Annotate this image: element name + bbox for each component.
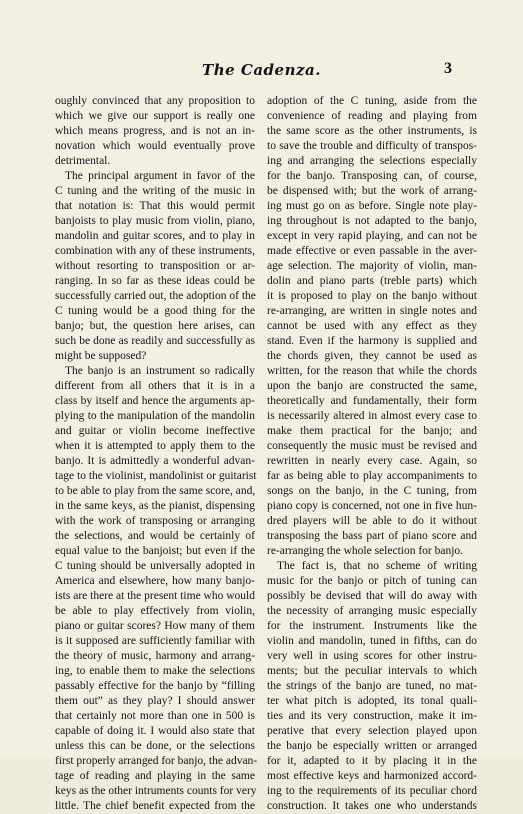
text-line: keys as the other intruments counts for very: [55, 785, 257, 797]
text-line: ing, to enable them to make the selections: [55, 665, 255, 677]
text-line: the necessity of arranging music especially: [267, 605, 477, 617]
text-line: The banjo is an instrument so radically: [65, 365, 255, 377]
text-line: be able to play effectively from violin,: [55, 605, 255, 617]
text-line: ists are there at the present time who would: [55, 590, 255, 602]
text-line: first properly arranged for banjo, the advan-: [55, 755, 258, 767]
text-line: passably effective for the banjo by “filling: [55, 680, 255, 692]
text-line: in the same keys, as the pianist, dispensing: [55, 500, 255, 512]
text-line: music for the banjo or pitch of tuning can: [267, 575, 477, 587]
text-line: to be able to play from the same score, and,: [55, 485, 256, 497]
text-line: songs on the banjo, in the C tuning, from: [267, 485, 477, 497]
text-line: very well in using scores for other instru-: [267, 650, 477, 662]
text-line: most effective keys and harmonized accord-: [267, 770, 477, 782]
text-line: ments; but the peculiar intervals to which: [267, 665, 477, 677]
text-line: mandolin and guitar scores, and to play in: [55, 230, 255, 242]
text-line: be dispensed with; but the work of arrang-: [267, 185, 477, 197]
text-line: novation which would eventually prove: [55, 140, 255, 152]
text-line: possibly be devised that will do away with: [267, 590, 477, 602]
text-line: C tuning and the writing of the music in: [55, 185, 255, 197]
text-line: equal value to the banjoist; but even if the: [55, 545, 255, 557]
text-line: and guitar or violin become ineffective: [55, 425, 255, 437]
text-line: class by itself and hence the arguments ap-: [55, 395, 255, 407]
text-line: little. The chief benefit expected from the: [55, 800, 255, 812]
text-line: without resorting to transposition or ar-: [55, 260, 255, 272]
text-line: C tuning should be universally adopted in: [55, 560, 255, 572]
text-line: combination with any of these instruments,: [55, 245, 255, 257]
text-line: re-arranging the whole selection for banjo.: [267, 545, 464, 557]
text-line: piano copy is concerned, not one in five hun-: [267, 500, 477, 512]
text-line: made effective or even passable in the aver-: [267, 245, 477, 257]
text-line: capable of doing it. I would also state that: [55, 725, 255, 737]
text-line: stand. Even if the harmony is supplied and: [267, 335, 477, 347]
text-line: C tuning would be a good thing for the: [55, 305, 255, 317]
text-line: the selections, and would be certainly of: [55, 530, 255, 542]
text-line: ranging. In so far as these ideas could be: [55, 275, 255, 287]
text-line: far as being able to play accompaniments to: [267, 470, 477, 482]
text-line: for it, adapted to it by placing it in the: [267, 755, 477, 767]
text-line: dolin and piano parts (treble parts) which: [267, 275, 477, 287]
text-line: them out” as they play? I should answer: [55, 695, 255, 707]
text-line: ing must go on as before. Single note play-: [267, 200, 477, 212]
text-line: ing and arranging the selections especially: [267, 155, 477, 167]
text-line: the same score as the other instruments, is: [267, 125, 477, 137]
text-line: tage of reading and playing in the same: [55, 770, 255, 782]
text-line: banjoists to play music from violin, piano,: [55, 215, 255, 227]
text-line: banjo; but, the question here arises, can: [55, 320, 255, 332]
running-header: [0, 60, 523, 82]
text-line: for the instrument. Instruments like the: [267, 620, 477, 632]
text-line: tage to the violinist, mandolinist or guitarist: [55, 470, 257, 482]
text-line: construction. It takes one who understands: [267, 800, 477, 812]
text-line: banjo. It is admittedly a wonderful advan-: [55, 455, 255, 467]
text-line: which we give our support is really one: [55, 110, 255, 122]
text-line: cannot be used with any effect as they: [267, 320, 477, 332]
text-line: the strings of the banjo are tuned, no mat-: [267, 680, 477, 692]
text-line: with the work of transposing or arranging: [55, 515, 255, 527]
text-line: violin and mandolin, tuned in fifths, can do: [267, 635, 477, 647]
text-line: re-arranging, are written in single notes and: [267, 305, 477, 317]
text-line: The principal argument in favor of the: [65, 170, 255, 182]
text-line: theoretically and fundamentally, their form: [267, 395, 477, 407]
text-line: successfully carried out, the adoption of the: [55, 290, 256, 302]
text-line: when it is attempted to apply them to the: [55, 440, 255, 452]
text-line: unless this can be done, or the selections: [55, 740, 255, 752]
text-line: ing to the requirements of its peculiar chord: [267, 785, 477, 797]
text-line: ties and its very construction, make it im-: [267, 710, 477, 722]
text-line: that certainly not more than one in 500 is: [55, 710, 255, 722]
text-line: piano or guitar scores? How many of them: [55, 620, 255, 632]
text-line: except in very rapid playing, and can not be: [267, 230, 477, 242]
text-line: written, for the reason that while the chords: [267, 365, 477, 377]
text-line: to save the trouble and difficulty of transpos-: [267, 140, 477, 152]
text-line: detrimental.: [55, 155, 111, 167]
text-line: oughly convinced that any proposition to: [55, 95, 255, 107]
magazine-title: The Cadenza.: [202, 61, 321, 79]
text-line: the chords given, they cannot be used as: [267, 350, 477, 362]
text-line: make them practical for the banjo; and: [267, 425, 477, 437]
text-line: is it supposed are sufficiently familiar with: [55, 635, 255, 647]
text-line: adoption of the C tuning, aside from the: [267, 95, 477, 107]
text-line: America and elsewhere, how many banjo-: [55, 575, 255, 587]
text-line: upon the banjo are constructed the same,: [267, 380, 477, 392]
text-line: different from all others that it is in a: [55, 380, 255, 392]
text-line: the theory of music, harmony and arrang-: [55, 650, 255, 662]
text-line: dred players will be able to do it without: [267, 515, 477, 527]
text-line: convenience of reading and playing from: [267, 110, 477, 122]
text-line: it is proposed to play on the banjo without: [267, 290, 477, 302]
text-line: might be supposed?: [55, 350, 147, 362]
text-line: is necessarily altered in almost every case to: [267, 410, 477, 422]
text-line: age selection. The majority of violin, man-: [267, 260, 477, 272]
text-line: plying to the manipulation of the mandolin: [55, 410, 255, 422]
text-line: transposing the bass part of piano score and: [267, 530, 477, 542]
text-line: ter what pitch is adopted, its tonal quali-: [267, 695, 477, 707]
left-text-column: [55, 94, 258, 814]
text-line: which means progress, and is not an in-: [55, 125, 255, 137]
text-line: for the banjo. Transposing can, of course,: [267, 170, 477, 182]
text-line: ing throughout is not adapted to the banjo,: [267, 215, 477, 227]
right-text-column: [267, 94, 477, 814]
text-line: rewritten in nearly every case. Again, so: [267, 455, 477, 467]
text-line: that notation is: That this would permit: [55, 200, 255, 212]
text-line: perative that every selection played upon: [267, 725, 477, 737]
text-line: the banjo be especially written or arranged: [267, 740, 477, 752]
text-line: consequently the music must be revised and: [267, 440, 477, 452]
text-line: The fact is, that no scheme of writing: [277, 560, 477, 572]
text-line: such be done as readily and successfully as: [55, 335, 255, 347]
page-number: 3: [444, 60, 452, 77]
